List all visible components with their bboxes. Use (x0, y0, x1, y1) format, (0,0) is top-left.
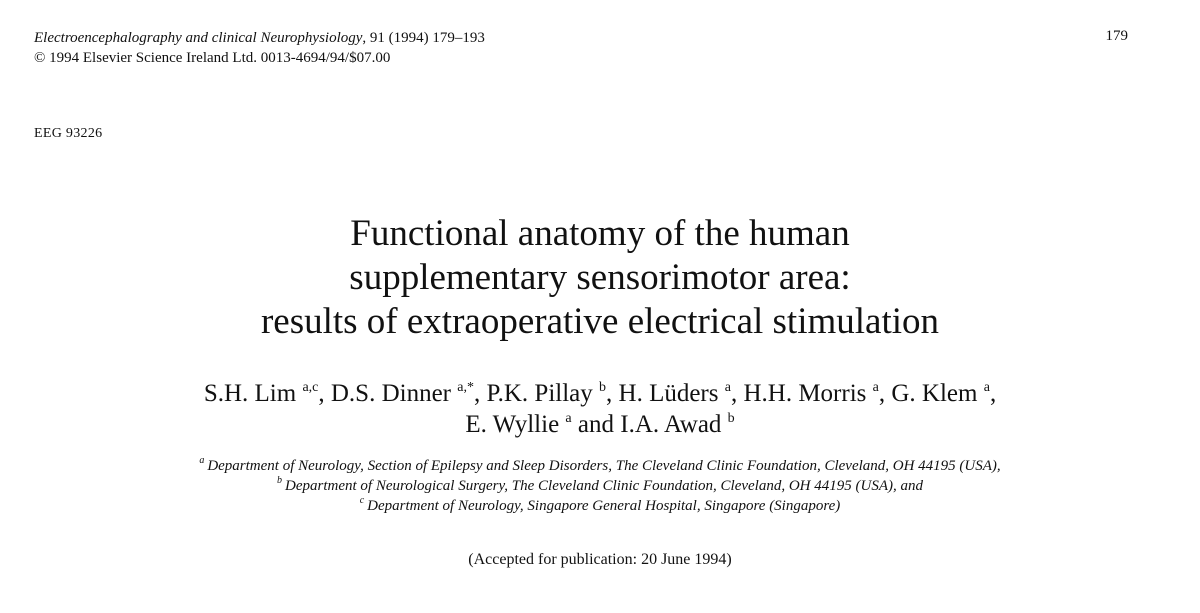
title-line-3: results of extraoperative electrical stimulation (260, 301, 940, 342)
title-line-1: Functional anatomy of the human (350, 213, 850, 254)
affiliation-text: Department of Neurology, Section of Epilepsy and Sleep Disorders, The Cleveland Clinic Foundation, Cleveland, OH 44195 (USA), (207, 458, 1001, 474)
copyright-line: © 1994 Elsevier Science Ireland Ltd. 0013-4694/94/$07.00 (34, 50, 391, 66)
author (743, 380, 885, 407)
author (204, 380, 325, 407)
affiliation-mark: a (199, 455, 205, 466)
page-number: 179 (1105, 28, 1128, 44)
affiliation-b (0, 476, 1200, 496)
author-name: I.A. Awad (620, 411, 722, 438)
author-name: E. Wyllie (465, 411, 560, 438)
journal-header (34, 28, 485, 68)
author-line-2 (0, 409, 1200, 440)
author-affiliation-mark: a (983, 380, 990, 395)
affiliation-mark: c (359, 495, 365, 506)
journal-name: Electroencephalography and clinical Neurophysiology (34, 30, 363, 46)
author-name: H.H. Morris (743, 380, 867, 407)
affiliation-c (0, 496, 1200, 516)
journal-citation: , 91 (1994) 179–193 (362, 30, 485, 46)
author (331, 380, 480, 407)
article-title (0, 212, 1200, 344)
author-name: P.K. Pillay (486, 380, 593, 407)
author-separator: , (878, 380, 886, 407)
author-affiliation-mark: a (872, 380, 879, 395)
accepted-date: (Accepted for publication: 20 June 1994) (468, 551, 732, 568)
affiliation-list (0, 456, 1200, 516)
affiliation-a (0, 456, 1200, 476)
author-affiliation-mark: b (599, 380, 607, 395)
author (620, 411, 734, 438)
affiliation-mark: b (277, 475, 283, 486)
author (465, 411, 614, 438)
author-affiliation-mark: a,c (302, 380, 319, 395)
author-name: H. Lüders (618, 380, 719, 407)
article-code: EEG 93226 (34, 126, 103, 141)
title-line-2: supplementary sensorimotor area: (349, 257, 851, 298)
author-name: G. Klem (891, 380, 978, 407)
author-separator: , (318, 380, 325, 407)
author-separator: , (730, 380, 738, 407)
author-name: S.H. Lim (203, 380, 297, 407)
journal-citation-line (34, 28, 485, 48)
author (891, 380, 996, 407)
author-line-1 (0, 378, 1200, 409)
author-separator: and (571, 411, 614, 438)
author-affiliation-mark: a (565, 411, 572, 426)
author (486, 380, 612, 407)
author-affiliation-mark: b (727, 411, 735, 426)
author-list (0, 378, 1200, 440)
author-affiliation-mark: a,* (457, 380, 474, 395)
author-separator: , (606, 380, 613, 407)
author-separator: , (473, 380, 481, 407)
author (619, 380, 738, 407)
affiliation-text: Department of Neurological Surgery, The Cleveland Clinic Foundation, Cleveland, OH 44195 (USA), and (285, 478, 923, 494)
affiliation-text: Department of Neurology, Singapore General Hospital, Singapore (Singapore) (367, 498, 841, 514)
author-affiliation-mark: a (724, 380, 731, 395)
author-separator: , (989, 380, 997, 407)
author-name: D.S. Dinner (330, 380, 452, 407)
